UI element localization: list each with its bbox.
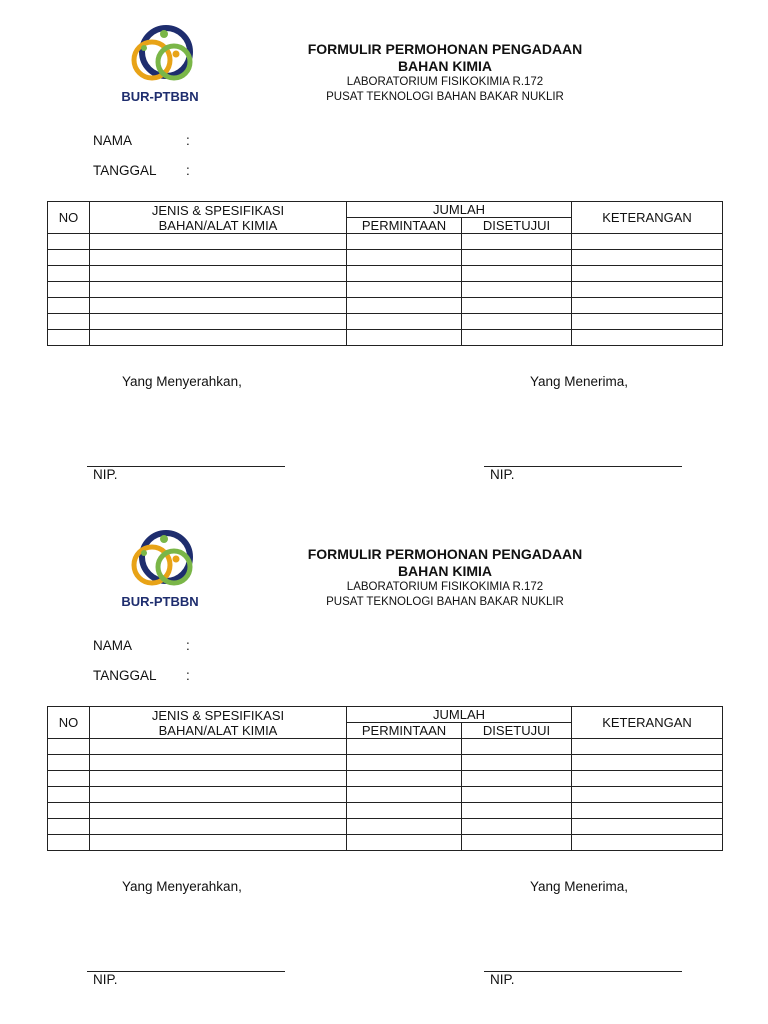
table-row [48,250,723,266]
table-cell[interactable] [48,282,90,298]
col-permintaan-header: PERMINTAAN [347,723,462,739]
table-cell[interactable] [572,298,723,314]
table-cell[interactable] [572,819,723,835]
request-table [47,201,723,346]
table-cell[interactable] [48,234,90,250]
table-row [48,266,723,282]
table-cell[interactable] [572,314,723,330]
table-cell[interactable] [48,266,90,282]
table-cell[interactable] [48,250,90,266]
table-cell[interactable] [462,330,572,346]
nama-colon: : [186,638,190,653]
table-cell[interactable] [572,330,723,346]
table-cell[interactable] [462,250,572,266]
tanggal-colon: : [186,668,190,683]
form-title-line2: BAHAN KIMIA [397,563,493,579]
col-disetujui-header: DISETUJUI [462,218,572,234]
form-title: FORMULIR PERMOHONAN PENGADAAN [307,41,583,57]
table-cell[interactable] [347,266,462,282]
table-cell[interactable] [90,266,347,282]
col-jenis-line2: BAHAN/ALAT KIMIA [158,722,278,738]
receiver-signature-label: Yang Menerima, [530,879,629,894]
table-cell[interactable] [347,234,462,250]
tanggal-field[interactable] [93,163,190,178]
table-row [48,330,723,346]
table-row [48,739,723,755]
table-cell[interactable] [347,819,462,835]
table-cell[interactable] [572,835,723,851]
request-table [47,706,723,851]
table-cell[interactable] [572,755,723,771]
table-cell[interactable] [347,250,462,266]
table-row [48,234,723,250]
table-row [48,314,723,330]
table-cell[interactable] [572,250,723,266]
nama-label: NAMA [93,638,133,653]
table-cell[interactable] [48,755,90,771]
table-cell[interactable] [90,298,347,314]
table-cell[interactable] [462,266,572,282]
institution-name: PUSAT TEKNOLOGI BAHAN BAKAR NUKLIR [326,91,564,103]
col-keterangan-header: KETERANGAN [572,202,723,234]
table-cell[interactable] [48,739,90,755]
table-row [48,298,723,314]
table-cell[interactable] [572,266,723,282]
logo-text: BUR-PTBBN [121,594,199,609]
col-disetujui-header: DISETUJUI [462,723,572,739]
col-jenis-header [90,707,347,739]
form-title-line2: BAHAN KIMIA [397,58,493,74]
table-cell[interactable] [347,314,462,330]
table-cell[interactable] [48,835,90,851]
col-permintaan-header: PERMINTAAN [347,218,462,234]
table-row [48,787,723,803]
table-cell[interactable] [572,282,723,298]
table-cell[interactable] [462,298,572,314]
receiver-nip-label: NIP. [490,467,515,482]
table-cell[interactable] [462,787,572,803]
request-form-2 [0,505,768,1010]
table-cell[interactable] [90,771,347,787]
table-cell[interactable] [572,234,723,250]
table-row [48,819,723,835]
logo-icon [118,22,202,84]
table-cell[interactable] [462,314,572,330]
table-cell[interactable] [347,739,462,755]
table-cell[interactable] [48,330,90,346]
col-jenis-line1: JENIS & SPESIFIKASI [151,202,285,218]
receiver-nip-label: NIP. [490,972,515,987]
table-row [48,771,723,787]
lab-name: LABORATORIUM FISIKOKIMIA R.172 [346,76,544,88]
giver-nip-label: NIP. [93,467,118,482]
table-cell[interactable] [462,739,572,755]
tanggal-label: TANGGAL [93,668,157,683]
giver-signature-label: Yang Menyerahkan, [122,879,242,894]
giver-nip-label: NIP. [93,972,118,987]
table-cell[interactable] [90,330,347,346]
col-jenis-line1: JENIS & SPESIFIKASI [151,707,285,723]
logo-icon [118,527,202,589]
table-cell[interactable] [462,771,572,787]
table-cell[interactable] [90,835,347,851]
table-cell[interactable] [90,250,347,266]
table-row [48,755,723,771]
table-cell[interactable] [90,314,347,330]
col-jenis-header [90,202,347,234]
col-no-header: NO [48,707,90,739]
table-cell[interactable] [347,755,462,771]
table-row [48,282,723,298]
table-cell[interactable] [572,803,723,819]
table-cell[interactable] [347,787,462,803]
tanggal-field[interactable] [93,668,190,683]
table-cell[interactable] [572,771,723,787]
table-cell[interactable] [90,739,347,755]
form-title: FORMULIR PERMOHONAN PENGADAAN [307,546,583,562]
lab-name: LABORATORIUM FISIKOKIMIA R.172 [346,581,544,593]
table-cell[interactable] [90,819,347,835]
col-keterangan-header: KETERANGAN [572,707,723,739]
table-cell[interactable] [347,330,462,346]
table-cell[interactable] [462,835,572,851]
table-cell[interactable] [90,787,347,803]
table-cell[interactable] [572,787,723,803]
table-cell[interactable] [462,819,572,835]
nama-field[interactable] [93,638,190,653]
table-row [48,803,723,819]
table-cell[interactable] [462,755,572,771]
tanggal-colon: : [186,163,190,178]
table-cell[interactable] [347,803,462,819]
table-cell[interactable] [48,314,90,330]
receiver-signature-label: Yang Menerima, [530,374,629,389]
table-cell[interactable] [48,819,90,835]
nama-label: NAMA [93,133,133,148]
table-cell[interactable] [48,787,90,803]
table-cell[interactable] [90,234,347,250]
tanggal-label: TANGGAL [93,163,157,178]
table-cell[interactable] [347,298,462,314]
table-cell[interactable] [572,739,723,755]
col-no-header: NO [48,202,90,234]
nama-field[interactable] [93,133,190,148]
request-form-1 [0,0,768,505]
table-cell[interactable] [48,803,90,819]
table-cell[interactable] [347,282,462,298]
table-cell[interactable] [462,234,572,250]
nama-colon: : [186,133,190,148]
table-cell[interactable] [347,771,462,787]
table-cell[interactable] [462,282,572,298]
table-cell[interactable] [90,282,347,298]
table-row [48,835,723,851]
table-cell[interactable] [462,803,572,819]
col-jumlah-header: JUMLAH [347,202,572,218]
col-jenis-line2: BAHAN/ALAT KIMIA [158,217,278,233]
institution-name: PUSAT TEKNOLOGI BAHAN BAKAR NUKLIR [326,596,564,608]
table-cell[interactable] [90,755,347,771]
logo-text: BUR-PTBBN [121,89,199,104]
col-jumlah-header: JUMLAH [347,707,572,723]
table-cell[interactable] [90,803,347,819]
table-cell[interactable] [347,835,462,851]
table-cell[interactable] [48,771,90,787]
giver-signature-label: Yang Menyerahkan, [122,374,242,389]
table-cell[interactable] [48,298,90,314]
